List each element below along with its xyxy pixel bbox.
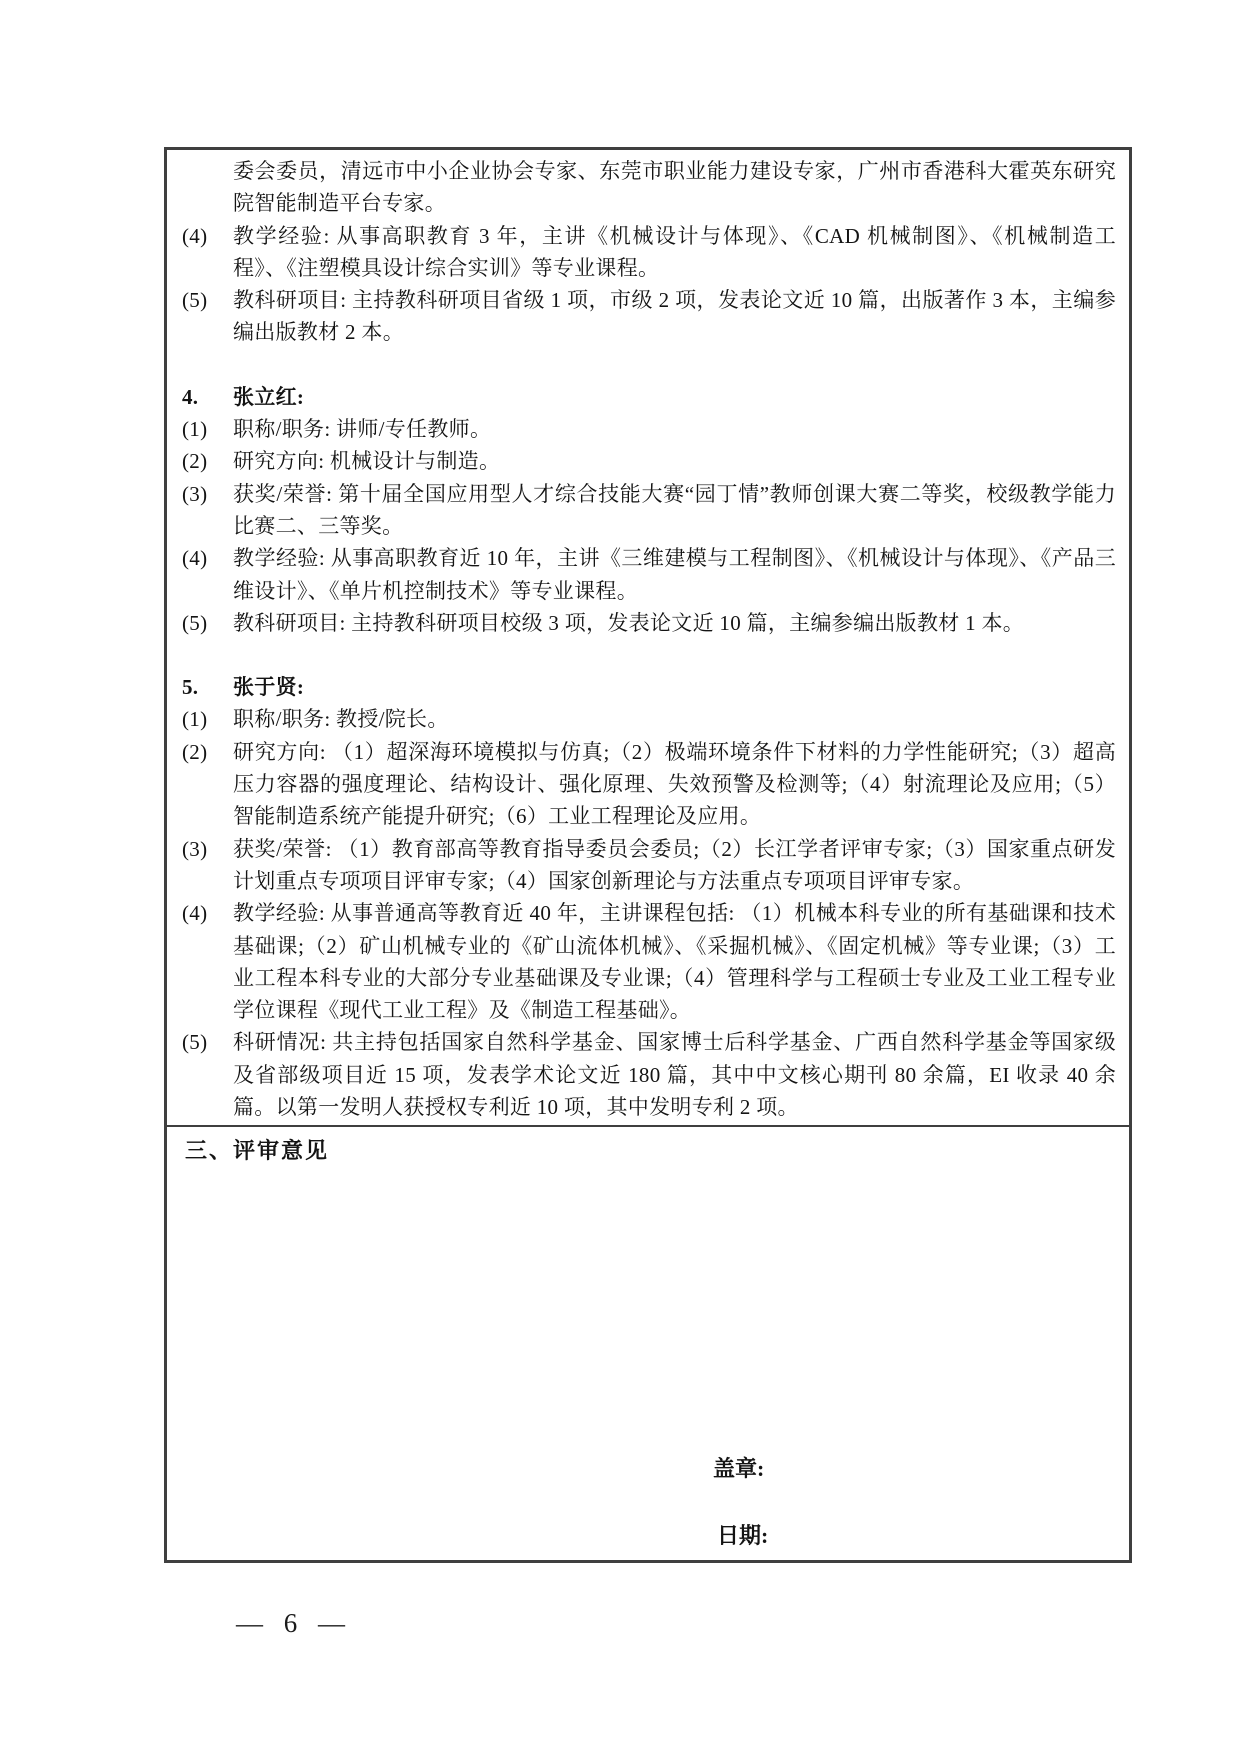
list-item bbox=[182, 1026, 1116, 1123]
person-name: 张于贤: bbox=[233, 675, 305, 700]
person-number: 4. bbox=[182, 384, 199, 409]
person-items bbox=[182, 703, 1116, 1123]
form-table bbox=[164, 147, 1132, 1563]
list-marker: (5) bbox=[182, 610, 208, 635]
list-item bbox=[182, 833, 1116, 898]
list-marker: (5) bbox=[182, 1030, 208, 1055]
list-item-text: 科研情况: 共主持包括国家自然科学基金、国家博士后科学基金、广西自然科学基金等国家级及省部级项目近 15 项，发表学术论文近 180 篇，其中中文核心期刊 80 余篇，EI 收录 40 余篇。以第一发明人获授权专利近 10 项，其中发明专利 2 项。 bbox=[233, 1030, 1116, 1120]
list-item-text: 获奖/荣誉: （1）教育部高等教育指导委员会委员;（2）长江学者评审专家;（3）国家重点研发计划重点专项项目评审专家;（4）国家创新理论与方法重点专项项目评审专家。 bbox=[233, 836, 1116, 893]
person-heading bbox=[182, 381, 1116, 413]
list-item-text: 教学经验: 从事高职教育近 10 年，主讲《三维建模与工程制图》、《机械设计与体现》、《产品三维设计》、《单片机控制技术》等专业课程。 bbox=[233, 546, 1116, 603]
list-item-text: 教学经验: 从事普通高等教育近 40 年，主讲课程包括: （1）机械本科专业的所有基础课和技术基础课;（2）矿山机械专业的《矿山流体机械》、《采掘机械》、《固定机械》等专业课;（3）工业工程本科专业的大部分专业基础课及专业课;（4）管理科学与工程硕士专业及工业工程专业学位课程《现代工业工程》及《制造工程基础》。 bbox=[233, 901, 1116, 1023]
person-section bbox=[182, 671, 1116, 1123]
list-marker: (1) bbox=[182, 707, 208, 732]
carryover-paragraph bbox=[182, 155, 1116, 220]
list-item-text: 研究方向: 机械设计与制造。 bbox=[233, 449, 501, 474]
list-marker: (3) bbox=[182, 481, 208, 506]
list-item bbox=[182, 897, 1116, 1026]
experts-info-cell bbox=[167, 150, 1129, 1125]
list-marker bbox=[182, 155, 233, 220]
list-item bbox=[182, 607, 1116, 639]
list-item-text: 获奖/荣誉: 第十届全国应用型人才综合技能大赛“园丁情”教师创课大赛二等奖，校级教学能力比赛二、三等奖。 bbox=[233, 481, 1116, 538]
review-section-title: 三、评审意见 bbox=[185, 1138, 330, 1163]
list-item-text: 研究方向: （1）超深海环境模拟与仿真;（2）极端环境条件下材料的力学性能研究;（3）超高压力容器的强度理论、结构设计、强化原理、失效预警及检测等;（4）射流理论及应用;（5）智能制造系统产能提升研究;（6）工业工程理论及应用。 bbox=[233, 739, 1116, 829]
list-item bbox=[182, 445, 1116, 477]
person-section bbox=[182, 381, 1116, 639]
person-sections bbox=[182, 381, 1116, 1124]
list-item-text: 教科研项目: 主持教科研项目省级 1 项，市级 2 项，发表论文近 10 篇，出版著作 3 本，主编参编出版教材 2 本。 bbox=[233, 288, 1116, 345]
date-label: 日期: bbox=[717, 1523, 769, 1548]
list-marker: (2) bbox=[182, 449, 208, 474]
page-number-footer: — 6 — bbox=[236, 1608, 345, 1638]
list-item bbox=[182, 413, 1116, 445]
list-marker: (4) bbox=[182, 546, 208, 571]
seal-label: 盖章: bbox=[713, 1456, 765, 1481]
list-item-text: 职称/职务: 讲师/专任教师。 bbox=[233, 417, 492, 442]
carryover-text: 委会委员，清远市中小企业协会专家、东莞市职业能力建设专家，广州市香港科大霍英东研究院智能制造平台专家。 bbox=[233, 159, 1116, 216]
person-name: 张立红: bbox=[233, 384, 305, 409]
list-item bbox=[182, 736, 1116, 833]
list-item bbox=[182, 220, 1116, 285]
list-item-text: 职称/职务: 教授/院长。 bbox=[233, 707, 449, 732]
list-marker: (4) bbox=[182, 901, 208, 926]
list-item-text: 教科研项目: 主持教科研项目校级 3 项，发表论文近 10 篇，主编参编出版教材 1 本。 bbox=[233, 610, 1025, 635]
carryover-items bbox=[182, 220, 1116, 349]
list-item bbox=[182, 478, 1116, 543]
review-opinion-cell bbox=[167, 1125, 1129, 1560]
list-marker: (3) bbox=[182, 836, 208, 861]
list-item-text: 教学经验: 从事高职教育 3 年，主讲《机械设计与体现》、《CAD 机械制图》、《机械制造工程》、《注塑模具设计综合实训》等专业课程。 bbox=[233, 223, 1116, 280]
person-heading bbox=[182, 671, 1116, 703]
list-marker: (1) bbox=[182, 417, 208, 442]
person-items bbox=[182, 413, 1116, 639]
list-item bbox=[182, 703, 1116, 735]
list-marker: (2) bbox=[182, 739, 208, 764]
person-number: 5. bbox=[182, 675, 199, 700]
list-item bbox=[182, 542, 1116, 607]
list-item bbox=[182, 284, 1116, 349]
list-marker: (5) bbox=[182, 288, 208, 313]
list-marker: (4) bbox=[182, 223, 208, 248]
